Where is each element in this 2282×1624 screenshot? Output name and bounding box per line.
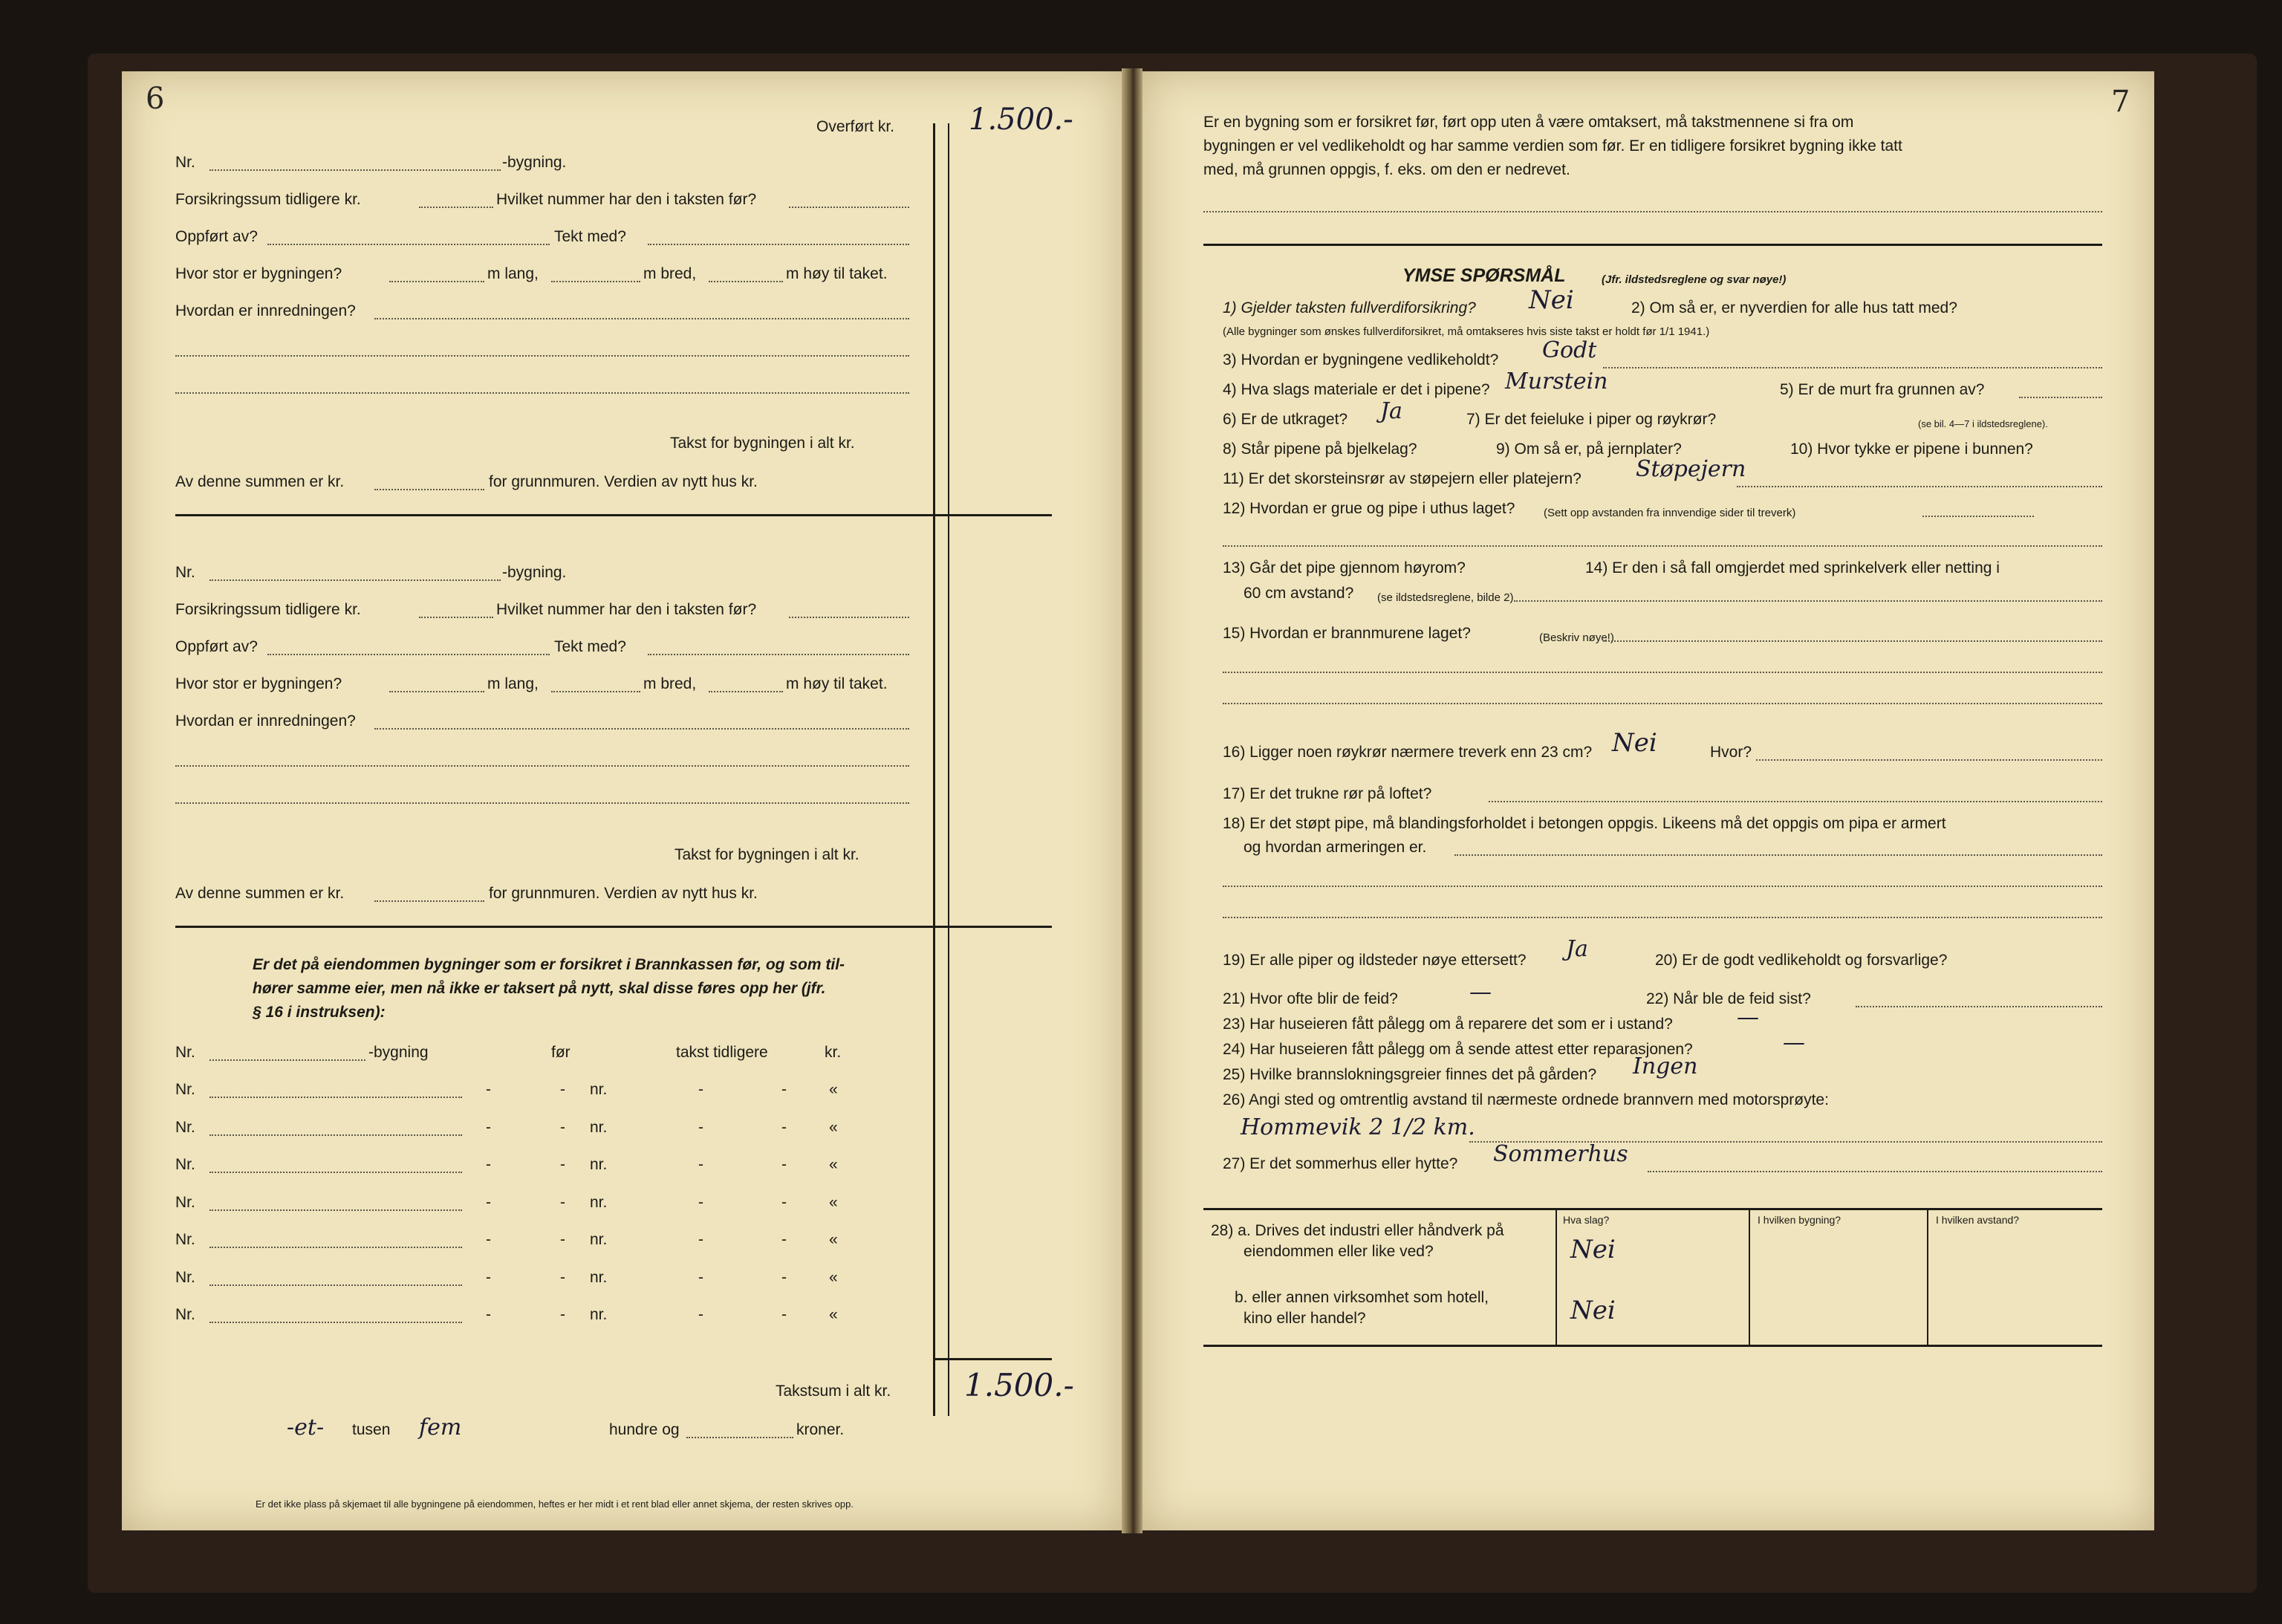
table-col-rule xyxy=(1556,1208,1557,1345)
bygning-label: -bygning. xyxy=(502,154,567,171)
row-ditto: « xyxy=(829,1306,838,1323)
fill-line xyxy=(209,1247,462,1248)
takstsum-value: 1.500.- xyxy=(964,1367,1074,1403)
row-dash: - xyxy=(560,1156,565,1173)
q10: 10) Hvor tykke er pipene i bunnen? xyxy=(1790,441,2033,458)
fill-line xyxy=(789,617,909,618)
q8: 8) Står pipene på bjelkelag? xyxy=(1223,441,1417,458)
row-nr-label: nr. xyxy=(590,1194,608,1211)
fill-line xyxy=(789,207,909,208)
q9: 9) Om så er, på jernplater? xyxy=(1496,441,1682,458)
q23: 23) Har huseieren fått pålegg om å reparere det som er i ustand? xyxy=(1223,1016,1673,1033)
row-dash: - xyxy=(781,1194,787,1211)
m-lang-label: m lang, xyxy=(487,675,539,692)
row-nr: Nr. xyxy=(175,1306,195,1323)
q26: 26) Angi sted og omtrentlig avstand til nærmeste ordnede brannvern med motorsprøyte: xyxy=(1223,1091,1829,1108)
q21: 21) Hvor ofte blir de feid? xyxy=(1223,990,1398,1007)
hw-hundreds: fem xyxy=(419,1414,462,1441)
fill-line xyxy=(1737,486,2102,487)
row-ditto: « xyxy=(829,1156,838,1173)
q24: 24) Har huseieren fått pålegg om å sende attest etter reparasjonen? xyxy=(1223,1041,1693,1058)
q12-note: (Sett opp avstanden fra innvendige sider til treverk) xyxy=(1544,507,1796,519)
fill-line xyxy=(1489,801,2102,802)
hw-thousands: -et- xyxy=(287,1414,325,1441)
fill-line xyxy=(209,1322,462,1323)
fill-line xyxy=(209,169,501,171)
fill-line xyxy=(374,318,909,319)
q7: 7) Er det feieluke i piper og røykrør? xyxy=(1466,411,1717,428)
overfort-value: 1.500.- xyxy=(969,103,1073,137)
row-nr: Nr. xyxy=(175,1194,195,1211)
q28b-line2: kino eller handel? xyxy=(1244,1310,1366,1327)
header-kr: kr. xyxy=(825,1044,842,1061)
table-col-rule xyxy=(1927,1208,1928,1345)
row-dash: - xyxy=(486,1119,491,1136)
q19: 19) Er alle piper og ildsteder nøye ettersett? xyxy=(1223,952,1527,969)
fill-line xyxy=(267,244,550,245)
q4: 4) Hva slags materiale er det i pipene? xyxy=(1223,381,1490,398)
fill-line xyxy=(648,244,909,245)
section-heading-note: (Jfr. ildstedsreglene og svar nøye!) xyxy=(1602,273,1787,286)
amount-column-rule-2 xyxy=(948,123,949,1416)
fill-line xyxy=(419,207,493,208)
m-bred-label: m bred, xyxy=(643,265,697,282)
row-dash: - xyxy=(560,1306,565,1323)
q1-note: (Alle bygninger som ønskes fullverdiforsikret, må omtakseres hvis siste takst er holdt før 1/1 1941.) xyxy=(1223,325,1710,338)
page-number: 6 xyxy=(146,82,165,116)
fill-line xyxy=(1756,759,2102,761)
header-bygning: -bygning xyxy=(368,1044,429,1061)
row-dash: - xyxy=(781,1156,787,1173)
row-dash: - xyxy=(486,1081,491,1098)
fill-line xyxy=(1856,1006,2102,1007)
q28a-line2: eiendommen eller like ved? xyxy=(1244,1243,1434,1260)
q22: 22) Når ble de feid sist? xyxy=(1646,990,1811,1007)
takst-label: Takst for bygningen i alt kr. xyxy=(670,435,855,452)
row-nr-label: nr. xyxy=(590,1156,608,1173)
row-dash: - xyxy=(698,1306,703,1323)
hvilket-nummer-label: Hvilket nummer har den i taksten før? xyxy=(496,601,757,618)
forsikringssum-label: Forsikringssum tidligere kr. xyxy=(175,191,361,208)
row-dash: - xyxy=(486,1194,491,1211)
q28b-line1: b. eller annen virksomhet som hotell, xyxy=(1235,1289,1489,1306)
notice-line: hører samme eier, men nå ikke er taksert på nytt, skal disse føres opp her (jfr. xyxy=(253,980,826,997)
fill-line xyxy=(209,1284,462,1286)
hvilket-nummer-label: Hvilket nummer har den i taksten før? xyxy=(496,191,757,208)
row-dash: - xyxy=(781,1306,787,1323)
col-hvilken-avstand: I hvilken avstand? xyxy=(1936,1214,2020,1226)
fill-line xyxy=(1223,886,2102,887)
row-dash: - xyxy=(560,1231,565,1248)
fill-line xyxy=(709,281,783,282)
q6: 6) Er de utkraget? xyxy=(1223,411,1348,428)
notice-line: Er det på eiendommen bygninger som er forsikret i Brannkassen før, og som til- xyxy=(253,956,845,973)
q14-note: (se ildstedsreglene, bilde 2) xyxy=(1377,591,1514,604)
row-nr: Nr. xyxy=(175,1119,195,1136)
m-hoy-label: m høy til taket. xyxy=(786,675,888,692)
fill-line xyxy=(419,617,493,618)
notice-line: § 16 i instruksen): xyxy=(253,1004,386,1021)
row-ditto: « xyxy=(829,1269,838,1286)
row-dash: - xyxy=(698,1194,703,1211)
q20: 20) Er de godt vedlikeholdt og forsvarlige? xyxy=(1655,952,1948,969)
q14: 14) Er den i så fall omgjerdet med sprinkelverk eller netting i xyxy=(1585,559,2000,576)
q1: 1) Gjelder taksten fullverdiforsikring? xyxy=(1223,299,1476,316)
q14b: 60 cm avstand? xyxy=(1244,585,1354,602)
fill-line xyxy=(1922,516,2034,517)
q2: 2) Om så er, er nyverdien for alle hus tatt med? xyxy=(1631,299,1957,316)
intro-line: med, må grunnen oppgis, f. eks. om den er nedrevet. xyxy=(1203,161,1570,178)
row-nr: Nr. xyxy=(175,1231,195,1248)
row-dash: - xyxy=(560,1269,565,1286)
oppfort-label: Oppført av? xyxy=(175,228,258,245)
fill-line xyxy=(374,489,484,490)
footnote: Er det ikke plass på skjemaet til alle bygningene på eiendommen, heftes er her midt i et rent blad eller annet skjema, der resten skrives opp. xyxy=(256,1498,854,1510)
row-dash: - xyxy=(486,1231,491,1248)
q16b: Hvor? xyxy=(1710,744,1752,761)
a11: Støpejern xyxy=(1636,456,1746,482)
innredning-label: Hvordan er innredningen? xyxy=(175,712,356,730)
hvor-stor-label: Hvor stor er bygningen? xyxy=(175,265,342,282)
fill-line xyxy=(374,728,909,730)
m-hoy-label: m høy til taket. xyxy=(786,265,888,282)
fill-line xyxy=(1648,1171,2102,1172)
fill-line xyxy=(175,802,909,804)
fill-line xyxy=(209,1209,462,1211)
a25: Ingen xyxy=(1633,1053,1698,1079)
header-for: før xyxy=(551,1044,570,1061)
q16: 16) Ligger noen røykrør nærmere treverk enn 23 cm? xyxy=(1223,744,1593,761)
amount-column-rule xyxy=(933,123,935,1416)
fill-line xyxy=(374,900,484,902)
right-page xyxy=(1142,71,2154,1530)
fill-line xyxy=(648,654,909,655)
fill-line xyxy=(1223,917,2102,918)
grunnmur-label: for grunnmuren. Verdien av nytt hus kr. xyxy=(489,885,758,902)
fill-line xyxy=(1454,854,2102,856)
a26: Hommevik 2 1/2 km. xyxy=(1241,1114,1475,1140)
row-dash: - xyxy=(560,1119,565,1136)
nr-label: Nr. xyxy=(175,154,195,171)
fill-line xyxy=(551,281,640,282)
kroner-label: kroner. xyxy=(796,1421,845,1438)
fill-line xyxy=(175,392,909,394)
fill-line xyxy=(551,691,640,692)
q18: 18) Er det støpt pipe, må blandingsforholdet i betongen oppgis. Likeens må det oppgis om pipa er armert xyxy=(1223,815,1946,832)
oppfort-label: Oppført av? xyxy=(175,638,258,655)
section-heading: YMSE SPØRSMÅL xyxy=(1402,265,1566,286)
header-takst: takst tidligere xyxy=(676,1044,768,1061)
fill-line xyxy=(1223,672,2102,673)
q15: 15) Hvordan er brannmurene laget? xyxy=(1223,625,1471,642)
row-ditto: « xyxy=(829,1119,838,1136)
row-dash: - xyxy=(781,1081,787,1098)
row-dash: - xyxy=(560,1081,565,1098)
row-dash: - xyxy=(781,1269,787,1286)
a1: Nei xyxy=(1529,285,1574,315)
q27: 27) Er det sommerhus eller hytte? xyxy=(1223,1155,1458,1172)
fill-line xyxy=(209,1097,462,1098)
row-dash: - xyxy=(698,1156,703,1173)
a19: Ja xyxy=(1566,936,1588,962)
hvor-stor-label: Hvor stor er bygningen? xyxy=(175,675,342,692)
page-number: 7 xyxy=(2111,85,2130,119)
hundre-og-label: hundre og xyxy=(609,1421,680,1438)
a24: — xyxy=(1783,1030,1805,1056)
av-denne-label: Av denne summen er kr. xyxy=(175,885,345,902)
col-hva-slag: Hva slag? xyxy=(1563,1214,1610,1226)
row-dash: - xyxy=(781,1231,787,1248)
q12: 12) Hvordan er grue og pipe i uthus laget? xyxy=(1223,500,1515,517)
intro-line: bygningen er vel vedlikeholdt og har samme verdien som før. Er en tidligere forsikret bygning ikke tatt xyxy=(1203,137,1902,155)
fill-line xyxy=(175,355,909,357)
row-dash: - xyxy=(486,1269,491,1286)
fill-line xyxy=(209,1172,462,1173)
row-nr: Nr. xyxy=(175,1156,195,1173)
innredning-label: Hvordan er innredningen? xyxy=(175,302,356,319)
q5: 5) Er de murt fra grunnen av? xyxy=(1780,381,1985,398)
forsikringssum-label: Forsikringssum tidligere kr. xyxy=(175,601,361,618)
q17: 17) Er det trukne rør på loftet? xyxy=(1223,785,1432,802)
table-top-rule xyxy=(1203,1208,2102,1210)
row-dash: - xyxy=(698,1119,703,1136)
fill-line xyxy=(686,1437,793,1438)
row-nr: Nr. xyxy=(175,1081,195,1098)
table-col-rule xyxy=(1749,1208,1750,1345)
fill-line xyxy=(1603,367,2102,368)
av-denne-label: Av denne summen er kr. xyxy=(175,473,345,490)
a4: Murstein xyxy=(1505,368,1608,394)
row-nr-label: nr. xyxy=(590,1231,608,1248)
fill-line xyxy=(1223,545,2102,547)
q3: 3) Hvordan er bygningene vedlikeholdt? xyxy=(1223,351,1499,368)
section-rule xyxy=(1203,244,2102,246)
row-dash: - xyxy=(486,1306,491,1323)
tekt-label: Tekt med? xyxy=(554,228,626,245)
q15-note: (Beskriv nøye!) xyxy=(1539,631,1614,644)
table-bottom-rule xyxy=(1203,1345,2102,1347)
a23: — xyxy=(1737,1004,1759,1030)
overfort-label: Overført kr. xyxy=(816,118,894,135)
a3: Godt xyxy=(1542,337,1597,363)
fill-line xyxy=(389,691,484,692)
row-nr-label: nr. xyxy=(590,1306,608,1323)
fill-line xyxy=(1203,211,2102,212)
left-page xyxy=(122,71,1122,1530)
block-separator xyxy=(175,514,1052,516)
a27: Sommerhus xyxy=(1493,1141,1628,1167)
m-bred-label: m bred, xyxy=(643,675,697,692)
row-nr-label: nr. xyxy=(590,1119,608,1136)
q28a-line1: 28) a. Drives det industri eller håndverk på xyxy=(1211,1222,1504,1239)
q13: 13) Går det pipe gjennom høyrom? xyxy=(1223,559,1466,576)
block-separator xyxy=(175,926,1052,928)
fill-line xyxy=(209,579,501,581)
q11: 11) Er det skorsteinsrør av støpejern eller platejern? xyxy=(1223,470,1582,487)
row-nr: Nr. xyxy=(175,1269,195,1286)
a28b: Nei xyxy=(1570,1296,1616,1325)
fill-line xyxy=(2019,397,2102,398)
row-dash: - xyxy=(781,1119,787,1136)
fill-line xyxy=(389,281,484,282)
header-nr: Nr. xyxy=(175,1044,195,1061)
takst-label: Takst for bygningen i alt kr. xyxy=(674,846,859,863)
tekt-label: Tekt med? xyxy=(554,638,626,655)
a21: — xyxy=(1469,979,1492,1005)
tusen-label: tusen xyxy=(352,1421,391,1438)
row-dash: - xyxy=(698,1231,703,1248)
col-hvilken-bygning: I hvilken bygning? xyxy=(1758,1214,1841,1226)
grunnmur-label: for grunnmuren. Verdien av nytt hus kr. xyxy=(489,473,758,490)
row-nr-label: nr. xyxy=(590,1269,608,1286)
bygning-label: -bygning. xyxy=(502,564,567,581)
row-dash: - xyxy=(698,1269,703,1286)
a16: Nei xyxy=(1612,728,1657,758)
total-rule xyxy=(933,1358,1052,1360)
takstsum-label: Takstsum i alt kr. xyxy=(776,1383,891,1400)
a28a: Nei xyxy=(1570,1235,1616,1264)
fill-line xyxy=(209,1059,365,1061)
fill-line xyxy=(1223,703,2102,704)
fill-line xyxy=(1514,600,2102,602)
m-lang-label: m lang, xyxy=(487,265,539,282)
row-nr-label: nr. xyxy=(590,1081,608,1098)
nr-label: Nr. xyxy=(175,564,195,581)
fill-line xyxy=(709,691,783,692)
q18b: og hvordan armeringen er. xyxy=(1244,839,1427,856)
fill-line xyxy=(175,765,909,767)
row-ditto: « xyxy=(829,1194,838,1211)
row-ditto: « xyxy=(829,1081,838,1098)
row-dash: - xyxy=(698,1081,703,1098)
row-ditto: « xyxy=(829,1231,838,1248)
fill-line xyxy=(1603,640,2102,642)
row-dash: - xyxy=(560,1194,565,1211)
q25: 25) Hvilke brannslokningsgreier finnes det på gården? xyxy=(1223,1066,1597,1083)
fill-line xyxy=(209,1134,462,1136)
a6: Ja xyxy=(1380,398,1402,424)
q7-note: (se bil. 4—7 i ildstedsreglene). xyxy=(1918,418,2048,429)
fill-line xyxy=(267,654,550,655)
row-dash: - xyxy=(486,1156,491,1173)
book-gutter xyxy=(1122,68,1142,1533)
intro-line: Er en bygning som er forsikret før, ført opp uten å være omtaksert, må takstmennene si fra om xyxy=(1203,114,1854,131)
